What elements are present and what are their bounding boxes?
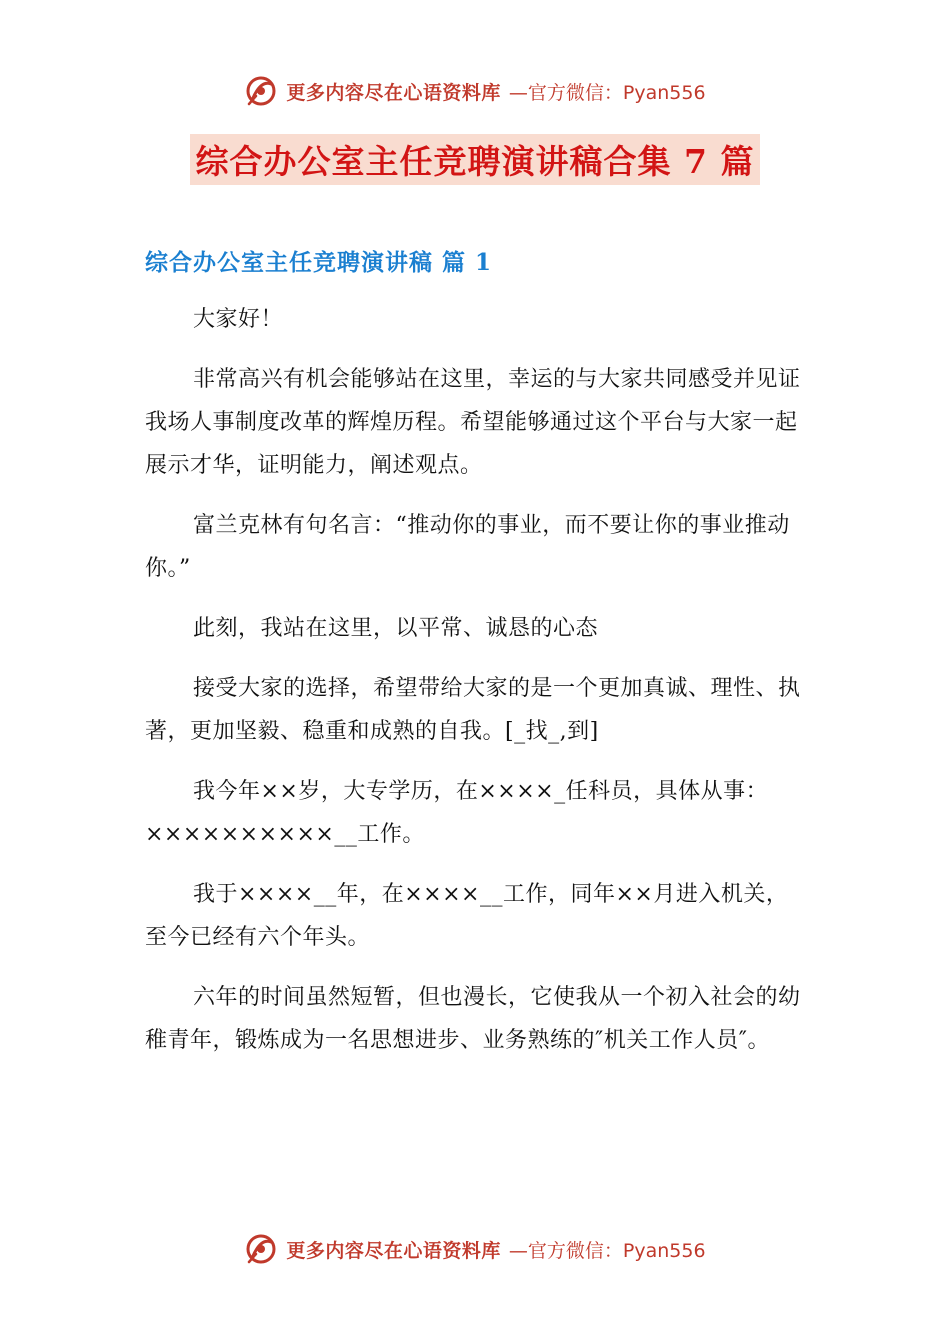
document-title-text: 综合办公室主任竞聘演讲稿合集 7 篇 [190, 134, 761, 185]
paragraph: 大家好！ [193, 307, 284, 332]
brand-logo-icon [244, 1232, 278, 1266]
paragraph: 六年的时间虽然短暂，但也漫长，它使我从一个初入社会的幼稚青年，锻炼成为一名思想进步、业务熟练的″机关工作人员″。 [145, 985, 801, 1053]
banner-wechat-text: —官方微信：Pyan556 [508, 1239, 706, 1262]
paragraph: 富兰克林有句名言：“推动你的事业，而不要让你的事业推动你。” [145, 513, 790, 581]
paragraph: 此刻，我站在这里，以平常、诚恳的心态 [193, 616, 599, 641]
paragraph: 非常高兴有机会能够站在这里，幸运的与大家共同感受并见证我场人事制度改革的辉煌历程。希望能够通过这个平台与大家一起展示才华，证明能力，阐述观点。 [145, 367, 801, 478]
document-body [145, 298, 810, 1079]
document-title [0, 134, 950, 185]
brand-logo-icon [244, 74, 278, 108]
header-banner [0, 74, 950, 108]
paragraph: 我今年××岁，大专学历，在××××_任科员，具体从事：××××××××××__工作。 [145, 779, 769, 847]
section-heading: 综合办公室主任竞聘演讲稿 篇 1 [145, 249, 493, 276]
paragraph: 我于××××__年，在××××__工作，同年××月进入机关，至今已经有六个年头。 [145, 882, 789, 950]
footer-banner [0, 1232, 950, 1266]
banner-main-text: 更多内容尽在心语资料库 [286, 1239, 501, 1262]
banner-main-text: 更多内容尽在心语资料库 [286, 81, 501, 104]
paragraph: 接受大家的选择，希望带给大家的是一个更加真诚、理性、执著，更加坚毅、稳重和成熟的自我。[_找_,到] [145, 676, 801, 744]
banner-wechat-text: —官方微信：Pyan556 [508, 81, 706, 104]
